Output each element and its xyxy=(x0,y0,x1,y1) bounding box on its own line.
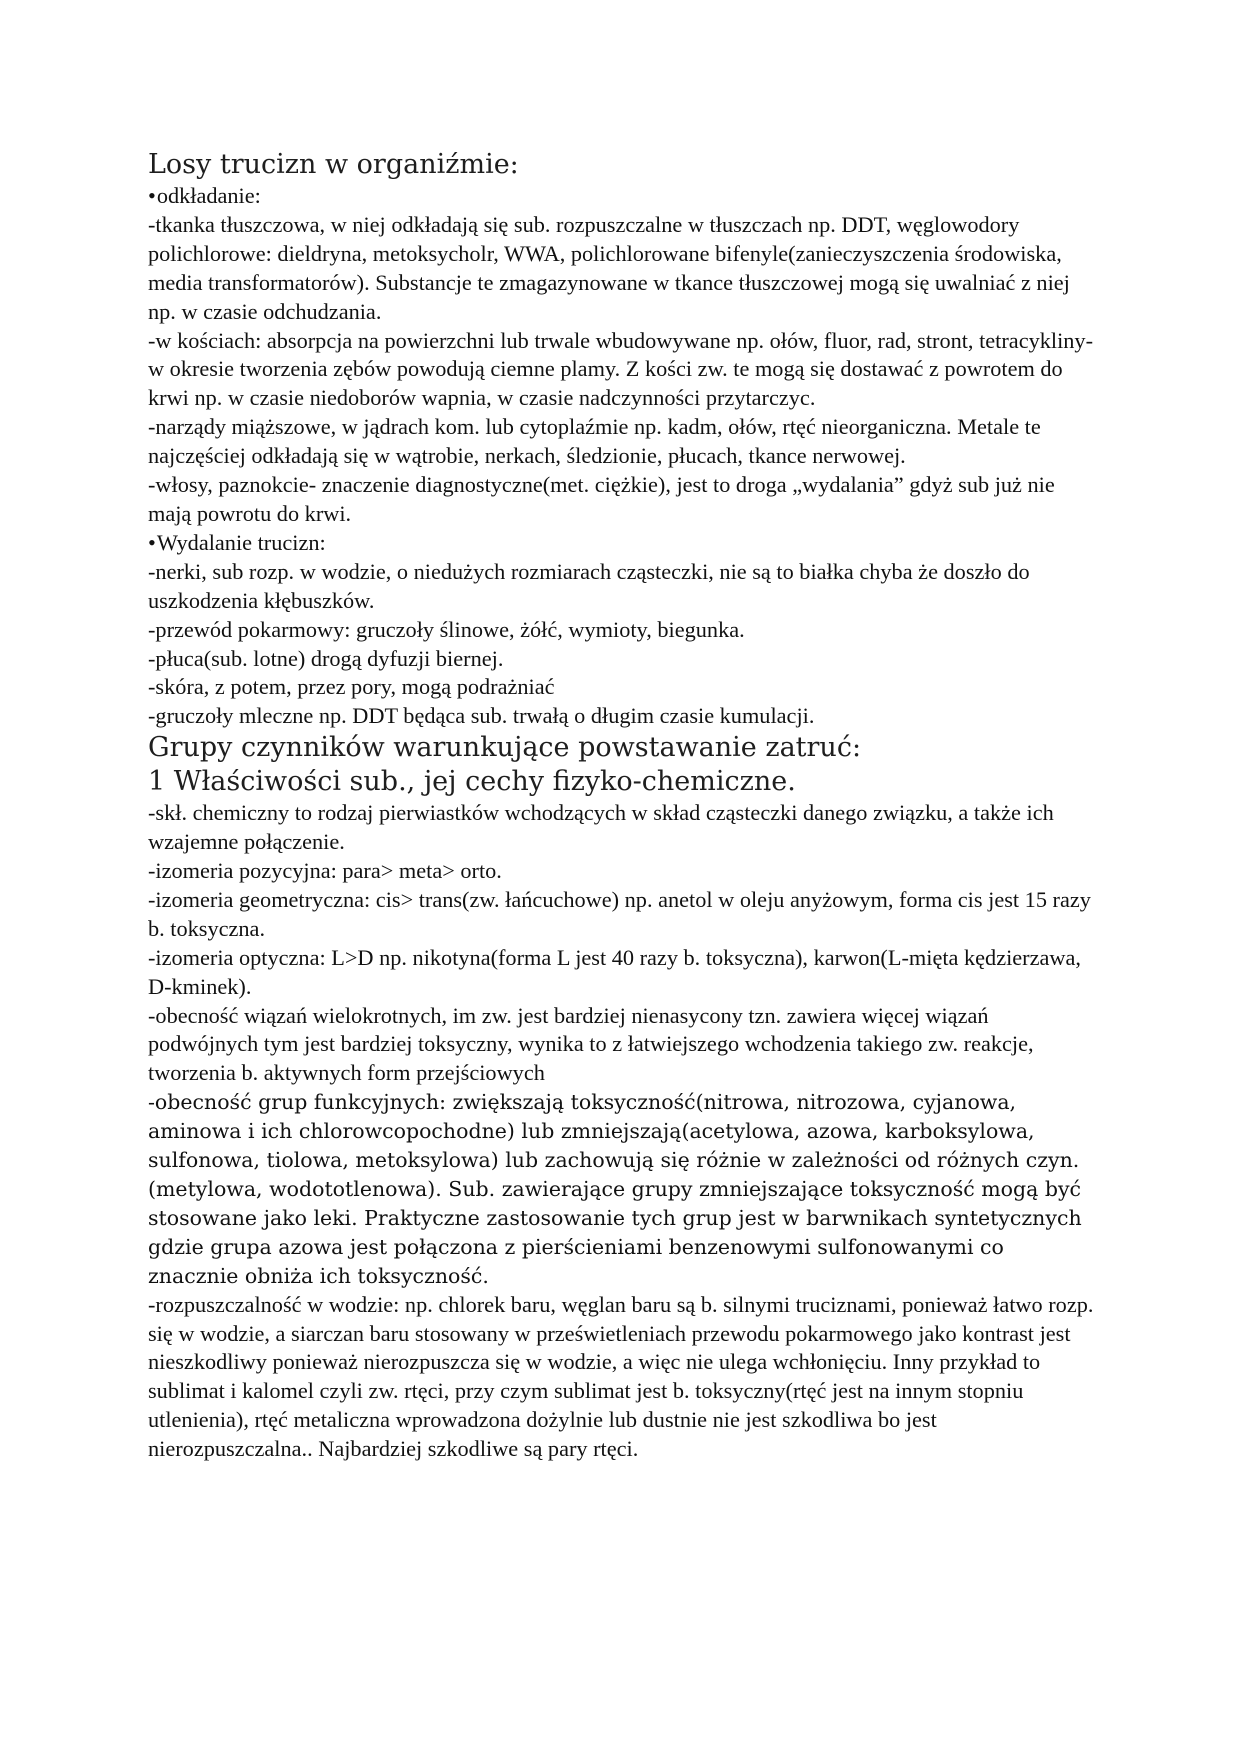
paragraph-izomeria-optyczna: -izomeria optyczna: L>D np. nikotyna(forma L jest 40 razy b. toksyczna), karwon(L-mięta kędzierzawa, D-kminek). xyxy=(148,944,1081,999)
document-page xyxy=(148,148,1098,1464)
paragraph-narzady-miazszowe: -narządy miąższowe, w jądrach kom. lub cytoplaźmie np. kadm, ołów, rtęć nieorganiczna. Metale te najczęściej odkładają się w wątrobie, nerkach, śledzionie, płucach, tkance nerwowej. xyxy=(148,414,1041,469)
paragraph-gruczoly-mleczne: -gruczoły mleczne np. DDT będąca sub. trwałą o długim czasie kumulacji. xyxy=(148,703,815,729)
paragraph-tkanka-tluszczowa: -tkanka tłuszczowa, w niej odkładają się sub. rozpuszczalne w tłuszczach np. DDT, węglowodory polichlorowe: dieldryna, metoksycholr, WWA, polichlorowane bifenyle(zanieczyszczenia środowiska, media transformatorów). Substancje te zmagazynowane w tkance tłuszczowej mogą się uwalniać z niej np. w czasie odchudzania. xyxy=(148,211,1070,324)
paragraph-skora: -skóra, z potem, przez pory, mogą podrażniać xyxy=(148,674,555,700)
paragraph-wiazania-wielokrotne: -obecność wiązań wielokrotnych, im zw. jest bardziej nienasycony tzn. zawiera więcej wiązań podwójnych tym jest bardziej toksyczny, wynika to z łatwiejszego wchodzenia takiego zw. reakcje, tworzenia b. aktywnych form przejściowych xyxy=(148,1002,1034,1086)
paragraph-pluca: -płuca(sub. lotne) drogą dyfuzji biernej. xyxy=(148,645,504,671)
paragraph-sklad-chemiczny: -skł. chemiczny to rodzaj pierwiastków wchodzących w skład cząsteczki danego związku, a także ich wzajemne połączenie. xyxy=(148,800,1054,855)
bullet-wydalanie: • Wydalanie trucizn: xyxy=(148,529,1098,558)
bullet-odkladanie: • odkładanie: xyxy=(148,182,1098,211)
paragraph-przewod-pokarmowy: -przewód pokarmowy: gruczoły ślinowe, żółć, wymioty, biegunka. xyxy=(148,616,745,642)
section-heading-grupy: Grupy czynników warunkujące powstawanie zatruć: xyxy=(148,732,862,764)
paragraph-izomeria-pozycyjna: -izomeria pozycyjna: para> meta> orto. xyxy=(148,858,502,884)
paragraph-kosci: -w kościach: absorpcja na powierzchni lub trwale wbudowywane np. ołów, fluor, rad, stront, tetracykliny- w okresie tworzenia zębów powodują ciemne plamy. Z kości zw. te mogą się dostawać z powrotem do krwi np. w czasie niedoborów wapnia, w czasie nadczynności przytarczyc. xyxy=(148,327,1093,411)
paragraph-grupy-funkcyjne: -obecność grup funkcyjnych: zwiększają toksyczność(nitrowa, nitrozowa, cyjanowa, aminowa i ich chlorowcopochodne) lub zmniejszają(acetylowa, azowa, karboksylowa, sulfonowa, tiolowa, metoksylowa) lub zachowują się różnie w zależności od różnych czyn. (metylowa, wodototlenowa). Sub. zawierające grupy zmniejszające toksyczność mogą być stosowane jako leki. Praktyczne zastosowanie tych grup jest w barwnikach syntetycznych gdzie grupa azowa jest połączona z pierścieniami benzenowymi sulfonowanymi co znacznie obniża ich toksyczność. xyxy=(148,1090,1082,1288)
paragraph-rozpuszczalnosc: -rozpuszczalność w wodzie: np. chlorek baru, węglan baru są b. silnymi truciznami, ponieważ łatwo rozp. się w wodzie, a siarczan baru stosowany w prześwietleniach przewodu pokarmowego jako kontrast jest nieszkodliwy ponieważ nierozpuszcza się w wodzie, a więc nie ulega wchłonięciu. Inny przykład to sublimat i kalomel czyli zw. rtęci, przy czym sublimat jest b. toksyczny(rtęć jest na innym stopniu utlenienia), rtęć metaliczna wprowadzona dożylnie lub dustnie nie jest szkodliwa bo jest nierozpuszczalna.. Najbardziej szkodliwe są pary rtęci. xyxy=(148,1291,1094,1462)
paragraph-izomeria-geometryczna: -izomeria geometryczna: cis> trans(zw. łańcuchowe) np. anetol w oleju anyżowym, forma cis jest 15 razy b. toksyczna. xyxy=(148,886,1091,941)
paragraph-nerki: -nerki, sub rozp. w wodzie, o niedużych rozmiarach cząsteczki, nie są to białka chyba że doszło do uszkodzenia kłębuszków. xyxy=(148,558,1030,613)
paragraph-wlosy-paznokcie: -włosy, paznokcie- znaczenie diagnostyczne(met. ciężkie), jest to droga „wydalania” gdyż sub już nie mają powrotu do krwi. xyxy=(148,472,1055,526)
document-title: Losy trucizn w organiźmie: xyxy=(148,149,519,180)
section-heading-wlasciwosci: 1 Właściwości sub., jej cechy fizyko-chemiczne. xyxy=(148,766,796,798)
